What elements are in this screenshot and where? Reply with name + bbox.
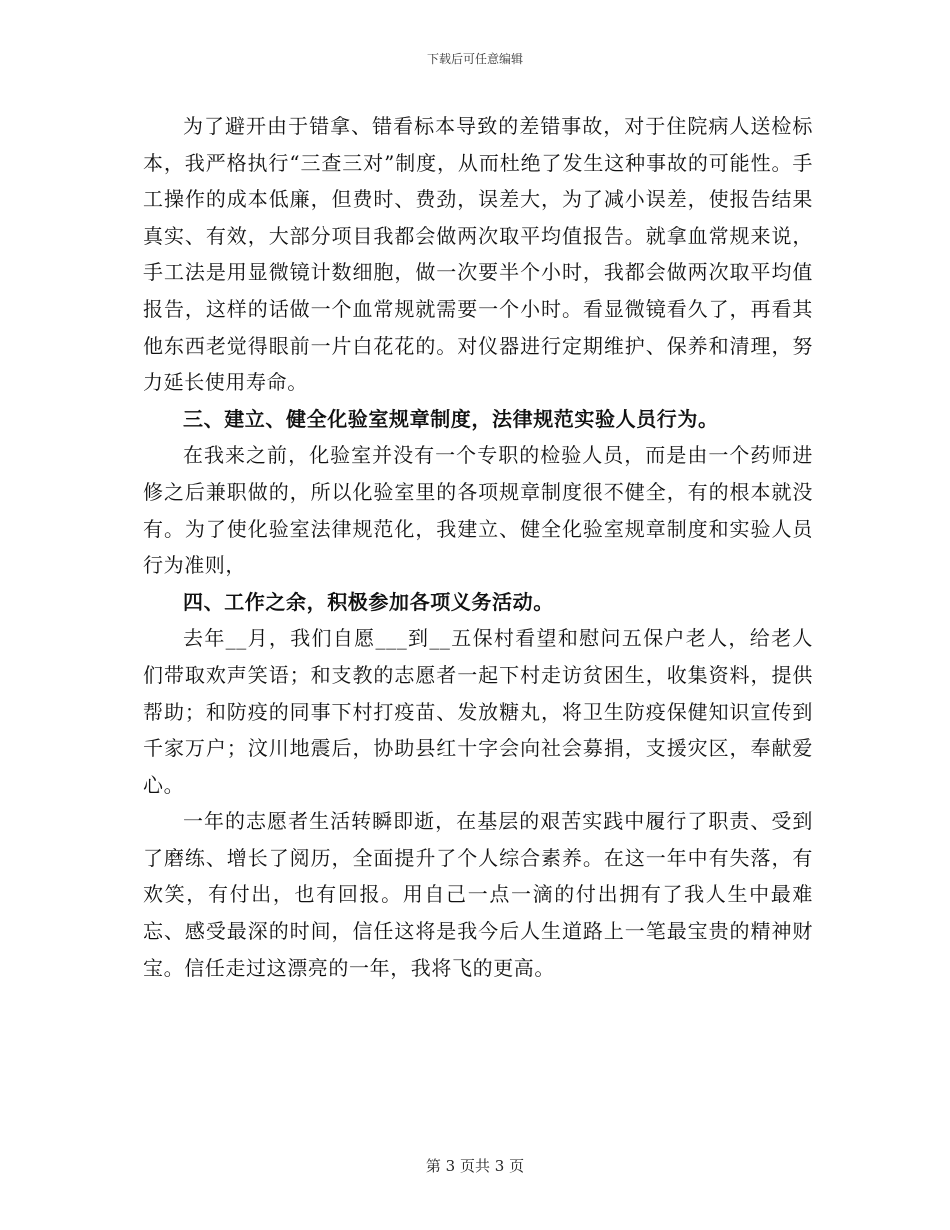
section-heading-4: 四、工作之余，积极参加各项义务活动。: [183, 589, 554, 614]
paragraph-volunteer-activities: 去年__月，我们自愿___到__五保村看望和慰问五保户老人，给老人们带取欢声笑语；和支教的志愿者一起下村走访贫困生，收集资料，提供帮助；和防疫的同事下村打疫苗、发放糖丸，将卫生防疫保健知识宣传到千家万户；汶川地震后，协助县红十字会向社会募捐，支援灾区，奉献爱心。: [143, 626, 813, 797]
page-footer: 第 3 页共 3 页: [425, 1157, 525, 1175]
document-body: [143, 108, 813, 986]
paragraph-lab-rules: 在我来之前，化验室并没有一个专职的检验人员，而是由一个药师进修之后兼职做的，所以化验室里的各项规章制度很不健全，有的根本就没有。为了使化验室法律规范化，我建立、健全化验室规章制度和实验人员行为准则，: [143, 443, 813, 578]
paragraph-conclusion: 一年的志愿者生活转瞬即逝，在基层的艰苦实践中履行了职责、受到了磨练、增长了阅历，全面提升了个人综合素养。在这一年中有失落，有欢笑，有付出，也有回报。用自己一点一滴的付出拥有了我人生中最难忘、感受最深的时间，信任这将是我今后人生道路上一笔最宝贵的精神财宝。信任走过这漂亮的一年，我将飞的更高。: [143, 809, 813, 980]
page-header: 下载后可任意编辑: [426, 52, 523, 66]
section-heading-3: 三、建立、健全化验室规章制度，法律规范实验人员行为。: [183, 406, 719, 431]
paragraph-specimen-handling: 为了避开由于错拿、错看标本导致的差错事故，对于住院病人送检标本，我严格执行“三查三对”制度，从而杜绝了发生这种事故的可能性。手工操作的成本低廉，但费时、费劲，误差大，为了减小误差，使报告结果真实、有效，大部分项目我都会做两次取平均值报告。就拿血常规来说，手工法是用显微镜计数细胞，做一次要半个小时，我都会做两次取平均值报告，这样的话做一个血常规就需要一个小时。看显微镜看久了，再看其他东西老觉得眼前一片白花花的。对仪器进行定期维护、保养和清理，努力延长使用寿命。: [143, 114, 813, 395]
